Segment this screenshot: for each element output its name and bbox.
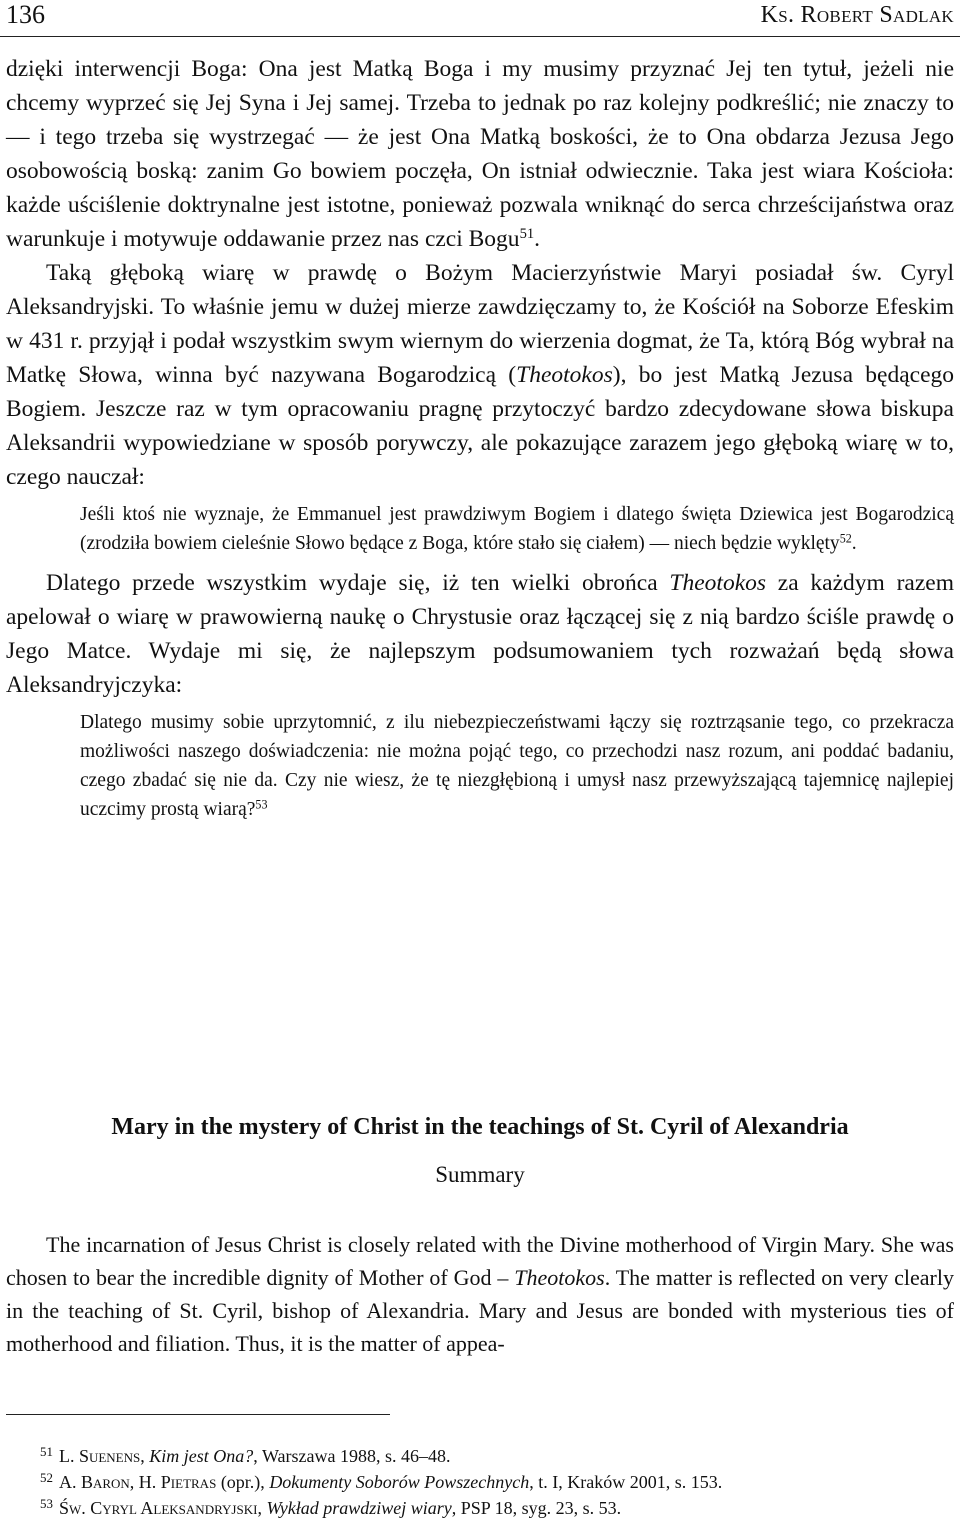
paragraph-2-text-a: Taką głęboką wiarę w prawdę o Bożym Macierzyństwie Maryi posiadał św. Cyryl Aleksandryjski. To właśnie jemu w dużej mierze zawdzięczamy to, że Kościół na Soborze Efeskim w 431 r. przyjął i podał wszystkim swym wiernym do wierzenia dogmat, że Ta, którą Bóg wybrał na Matkę Słowa, winna być nazywana Bogarodzicą ( xyxy=(6,260,954,388)
footnote-author: A. Baron, H. Pietras xyxy=(58,1472,217,1492)
footnote-author: Św. Cyryl Aleksandryjski xyxy=(58,1498,258,1518)
block-quote-1-end: . xyxy=(851,533,857,554)
paragraph-1-end: . xyxy=(534,226,540,252)
footnote-title: Dokumenty Soborów Powszechnych xyxy=(269,1472,530,1492)
footnotes xyxy=(40,1443,954,1521)
footnote-ref-52: 52 xyxy=(839,531,852,546)
paragraph-3-text-a: Dlatego przede wszystkim wydaje się, iż ten wielki obrońca xyxy=(46,570,670,596)
theotokos-term: Theotokos xyxy=(669,570,767,596)
footnote-sep: , xyxy=(257,1498,267,1518)
header-rule xyxy=(0,36,960,37)
footnote-sep: , xyxy=(140,1446,150,1466)
footnote-53 xyxy=(40,1495,954,1521)
footnote-ref-53: 53 xyxy=(255,797,268,812)
paragraph-3-text-b: za każdym razem apelował o wiarę w prawowierną naukę o Chrystusie oraz łączącej się z nią bardzo ściśle prawdę o Jego Matce. Wydaje mi się, że najlepszym podsumowaniem tych rozważań będą słowa Aleksandryjczyka: xyxy=(6,570,954,698)
paragraph-2 xyxy=(6,256,954,494)
footnote-number: 53 xyxy=(40,1496,53,1512)
summary-label: Summary xyxy=(435,1162,525,1187)
block-quote-2 xyxy=(80,708,954,824)
footnote-number: 52 xyxy=(40,1470,53,1486)
page-header xyxy=(0,0,960,40)
footnote-52 xyxy=(40,1469,954,1495)
paragraph-1 xyxy=(6,52,954,256)
summary-section xyxy=(6,1228,954,1360)
block-quote-2-text: Dlatego musimy sobie uprzytomnić, z ilu niebezpieczeństwami łączy się roztrząsanie tego, co przekracza możliwości naszego doświadczenia: nie można pojąć tego, co przechodzi nasz rozum, ani poddać badaniu, czego zbadać się nie da. Czy nie wiesz, że tę niezgłębioną i umysł nasz przewyższającą tajemnicę najlepiej uczcimy prostą wiarą? xyxy=(80,712,954,820)
summary-text-a: The incarnation of Jesus Christ is closely related with the Divine motherhood of Virgin Mary. She was chosen to bear the incredible dignity of Mother of God – xyxy=(6,1232,954,1290)
block-quote-1-text: Jeśli ktoś nie wyznaje, że Emmanuel jest prawdziwym Bogiem i dlatego święta Dziewica jest Bogarodzicą (zrodziła bowiem cieleśnie Słowo będące z Boga, które stało się ciałem) — niech będzie wyklęty xyxy=(80,504,954,554)
footnote-51 xyxy=(40,1443,954,1469)
running-title: Ks. Robert Sadlak xyxy=(760,2,954,28)
theotokos-term: Theotokos xyxy=(516,362,613,388)
footnote-author: L. Suenens xyxy=(58,1446,141,1466)
summary-paragraph xyxy=(6,1228,954,1360)
page-number: 136 xyxy=(6,0,45,29)
footnote-rule xyxy=(6,1414,390,1415)
footnote-number: 51 xyxy=(40,1444,53,1460)
footnote-rest: , PSP 18, syg. 23, s. 53. xyxy=(451,1498,622,1518)
footnote-sep: (opr.), xyxy=(216,1472,270,1492)
paragraph-3 xyxy=(6,566,954,702)
summary-title: Mary in the mystery of Christ in the teachings of St. Cyril of Alexandria xyxy=(111,1114,849,1140)
block-quote-1 xyxy=(80,500,954,558)
footnote-ref-51: 51 xyxy=(519,226,535,242)
footnote-title: Kim jest Ona? xyxy=(149,1446,254,1466)
theotokos-term: Theotokos xyxy=(514,1265,605,1290)
footnote-rest: , t. I, Kraków 2001, s. 153. xyxy=(529,1472,723,1492)
main-text xyxy=(6,52,954,832)
footnote-title: Wykład prawdziwej wiary xyxy=(266,1498,452,1518)
paragraph-1-text: dzięki interwencji Boga: Ona jest Matką Boga i my musimy przyznać Jej ten tytuł, jeżeli nie chcemy wyprzeć się Jej Syna i Jej samej. Trzeba to jednak po raz kolejny podkreślić; nie znaczy to — i tego trzeba się wystrzegać — że jest Ona Matką boskości, że to Ona obdarza Jezusa Jego osobowością boską: zanim Go bowiem poczęła, On istniał odwiecznie. Taka jest wiara Kościoła: każde uściślenie doktrynalne jest istotne, ponieważ pozwala wniknąć do serca chrześcijaństwa oraz warunkuje i motywuje oddawanie przez nas czci Bogu xyxy=(6,56,954,252)
paragraph-2-text-b: ), bo jest Matką Jezusa będącego Bogiem. Jeszcze raz w tym opracowaniu pragnę przytoczyć bardzo zdecydowane słowa biskupa Aleksandrii wypowiedziane w sposób porywczy, ale pokazujące zarazem jego głęboką wiarę w to, czego nauczał: xyxy=(6,362,954,490)
footnote-rest: , Warszawa 1988, s. 46–48. xyxy=(253,1446,451,1466)
summary-text-b: . The matter is reflected on very clearly in the teaching of St. Cyril, bishop of Alexandria. Mary and Jesus are bonded with mysterious ties of motherhood and filiation. Thus, it is the matter of appea- xyxy=(6,1265,954,1356)
